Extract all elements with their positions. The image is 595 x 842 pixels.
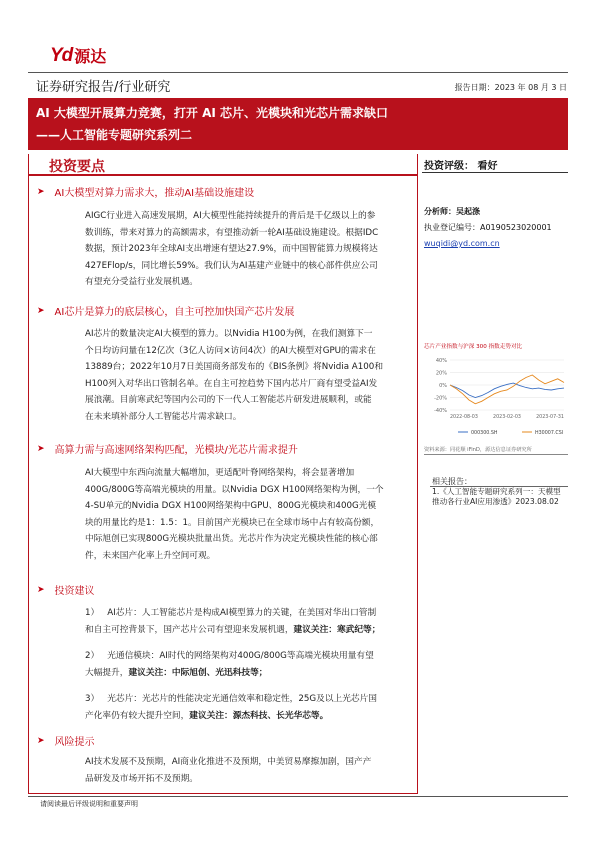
text-line: AI技术发展不及预期，AI商业化推进不及预期，中美贸易摩擦加剧，国产产 xyxy=(85,757,372,767)
section-body-5 xyxy=(85,754,427,787)
report-date: 报告日期：2023 年 08 月 3 日 xyxy=(454,83,567,92)
section-heading-text: 高算力需与高速网络架构匹配，光模块/光芯片需求提升 xyxy=(54,445,298,456)
suggestion-item-1 xyxy=(85,605,427,638)
y-tick-label: 0% xyxy=(439,383,447,389)
analyst-name: 吴起涤 xyxy=(456,207,480,216)
x-tick-label: 2023-07-31 xyxy=(536,415,564,420)
analyst-line xyxy=(424,206,480,217)
text-line: AIGC行业进入高速发展期，AI大模型性能持续提升的背后是千亿级以上的参 xyxy=(85,211,376,221)
index-comparison-chart xyxy=(424,352,568,442)
arrow-bullet-icon: ➤ xyxy=(37,584,45,595)
chart-svg xyxy=(424,352,568,442)
text-line: 光通信模块：AI时代的网络架构对400G/800G等高端光模块用量有望 xyxy=(107,651,374,661)
y-tick-label: -20% xyxy=(434,395,447,402)
text-line: 品研发及市场开拓不及预期。 xyxy=(85,773,198,784)
text-line: 件，未来国产化率上升空间可观。 xyxy=(85,550,216,561)
sidebar-divider xyxy=(422,172,568,173)
report-title: AI 大模型开展算力竞赛，打开 AI 芯片、光模块和光芯片需求缺口 xyxy=(36,106,389,120)
footer-disclaimer: 请阅读最后评级说明和重要声明 xyxy=(40,800,138,808)
section-title: 投资要点 xyxy=(49,159,105,175)
arrow-bullet-icon: ➤ xyxy=(37,305,45,316)
recommendation-text: 建议关注：中际旭创、光迅科技等； xyxy=(128,667,268,678)
section-heading-text: AI芯片是算力的底层核心，自主可控加快国产芯片发展 xyxy=(54,307,295,318)
logo-mark: Yd xyxy=(50,44,73,66)
related-report-link[interactable]: 1.《人工智能专题研究系列一：天模型推动各行业AI应用渗透》2023.08.02 xyxy=(432,487,561,506)
section-body-1 xyxy=(85,208,427,291)
footer-divider xyxy=(28,796,568,797)
section-heading-text: 投资建议 xyxy=(54,586,95,597)
section-heading-1 xyxy=(37,184,254,199)
section-heading-3 xyxy=(37,441,298,456)
panel-header xyxy=(29,154,417,176)
y-tick-label: -40% xyxy=(434,408,447,414)
text-line: 和自主可控背景下，国产芯片公司有望迎来发展机遇， xyxy=(85,624,294,635)
header-divider xyxy=(28,72,568,73)
chart-source: 资料来源：同花顺 iFinD，源达信息证券研究所 xyxy=(424,447,532,453)
recommendation-text: 建议关注：寒武纪等； xyxy=(293,624,381,635)
section-heading-text: 风险提示 xyxy=(54,737,95,748)
section-heading-5 xyxy=(37,733,95,748)
text-line: AI大模型中东西向流量大幅增加，更适配叶脊网络架构，将会显著增加 xyxy=(85,468,355,478)
x-tick-label: 2023-02-03 xyxy=(493,415,521,420)
license-number: 执业登记编号：A0190523020001 xyxy=(424,223,552,232)
text-line: 数据，预计2023年全球AI支出增速有望达27.9%，而中国智能算力规模将达 xyxy=(85,244,378,254)
title-banner xyxy=(28,98,568,150)
x-tick-label: 2022-08-03 xyxy=(450,415,478,420)
text-line: 数训练，带来对算力的高额需求，有望推动新一轮AI基础设施建设。根据IDC xyxy=(85,227,379,238)
section-body-3 xyxy=(85,465,427,564)
analyst-email-link[interactable]: wuqidi@yd.com.cn xyxy=(424,239,500,248)
report-type: 证券研究报告/行业研究 xyxy=(36,80,171,95)
text-line: H100列入对华出口管制名单。在自主可控趋势下国内芯片厂商有望受益AI发 xyxy=(85,378,378,389)
investment-highlights-panel xyxy=(28,154,418,794)
chart-divider xyxy=(424,454,568,455)
arrow-bullet-icon: ➤ xyxy=(37,735,45,746)
arrow-bullet-icon: ➤ xyxy=(37,186,45,197)
logo-text: 源达 xyxy=(74,47,107,66)
text-line: 中际旭创已实现800G光模块批量出货。光芯片作为决定光模块性能的核心部 xyxy=(85,534,378,544)
suggestion-item-2 xyxy=(85,648,427,681)
legend-label: H30007.CSI xyxy=(535,431,564,436)
text-line: 427EFlop/s，同比增长59%。我们认为AI基建产业链中的核心部件供应公司 xyxy=(85,260,378,271)
investment-rating: 投资评级： 看好 xyxy=(424,161,498,172)
suggestion-item-3 xyxy=(85,691,427,724)
text-line: AI芯片：人工智能芯片是构成AI模型算力的关键，在美国对华出口管制 xyxy=(107,608,377,618)
text-line: 4-SU单元的Nvidia DGX H100网络架构中GPU、800G光模块和400G光模 xyxy=(85,501,377,511)
section-heading-4 xyxy=(37,582,95,597)
recommendation-text: 建议关注：源杰科技、长光华芯等。 xyxy=(189,710,329,721)
chart-title: 芯片产业指数与沪深 300 指数走势对比 xyxy=(424,344,523,350)
text-line: 400G/800G等高端光模块的用量。以Nvidia DGX H100网络架构为例，一个 xyxy=(85,484,384,495)
text-line: 展浪潮。目前寒武纪等国内公司的下一代人工智能芯片研发进展顺利，或能 xyxy=(85,395,372,405)
y-tick-label: 40% xyxy=(435,358,447,364)
text-line: 大幅提升， xyxy=(85,667,129,678)
item-number: 1） xyxy=(85,608,100,618)
y-tick-label: 20% xyxy=(435,370,447,377)
legend-label: 000300.SH xyxy=(471,431,498,436)
company-logo xyxy=(50,44,106,67)
item-number: 2） xyxy=(85,651,100,661)
text-line: 光芯片：光芯片的性能决定光通信效率和稳定性，25G及以上光芯片国 xyxy=(107,694,377,704)
arrow-bullet-icon: ➤ xyxy=(37,443,45,454)
report-subtitle: ——人工智能专题研究系列二 xyxy=(36,128,193,142)
text-line: 个日均访问量在12亿次（3亿人访问×访问4次）的AI大模型对GPU的需求在 xyxy=(85,345,376,356)
section-heading-text: AI大模型对算力需求大，推动AI基础设施建设 xyxy=(54,188,255,199)
text-line: 块的用量比约是1：1.5：1。目前国产光模块已在全球市场中占有较高份额， xyxy=(85,517,380,528)
related-reports-heading: 相关报告： xyxy=(432,477,472,486)
analyst-label: 分析师： xyxy=(424,207,456,216)
item-number: 3） xyxy=(85,694,100,704)
text-line: 有望充分受益行业发展机遇。 xyxy=(85,277,198,287)
text-line: 13889台；2022年10月7日美国商务部发布的《BIS条例》将Nvidia A100和 xyxy=(85,362,384,372)
section-body-2 xyxy=(85,326,427,425)
text-line: 在未来填补部分人工智能芯片需求缺口。 xyxy=(85,411,242,422)
text-line: AI芯片的数量决定AI大模型的算力。以Nvidia H100为例，在我们测算下一 xyxy=(85,329,373,339)
text-line: 产化率仍有较大提升空间， xyxy=(85,710,190,721)
section-heading-2 xyxy=(37,303,294,318)
